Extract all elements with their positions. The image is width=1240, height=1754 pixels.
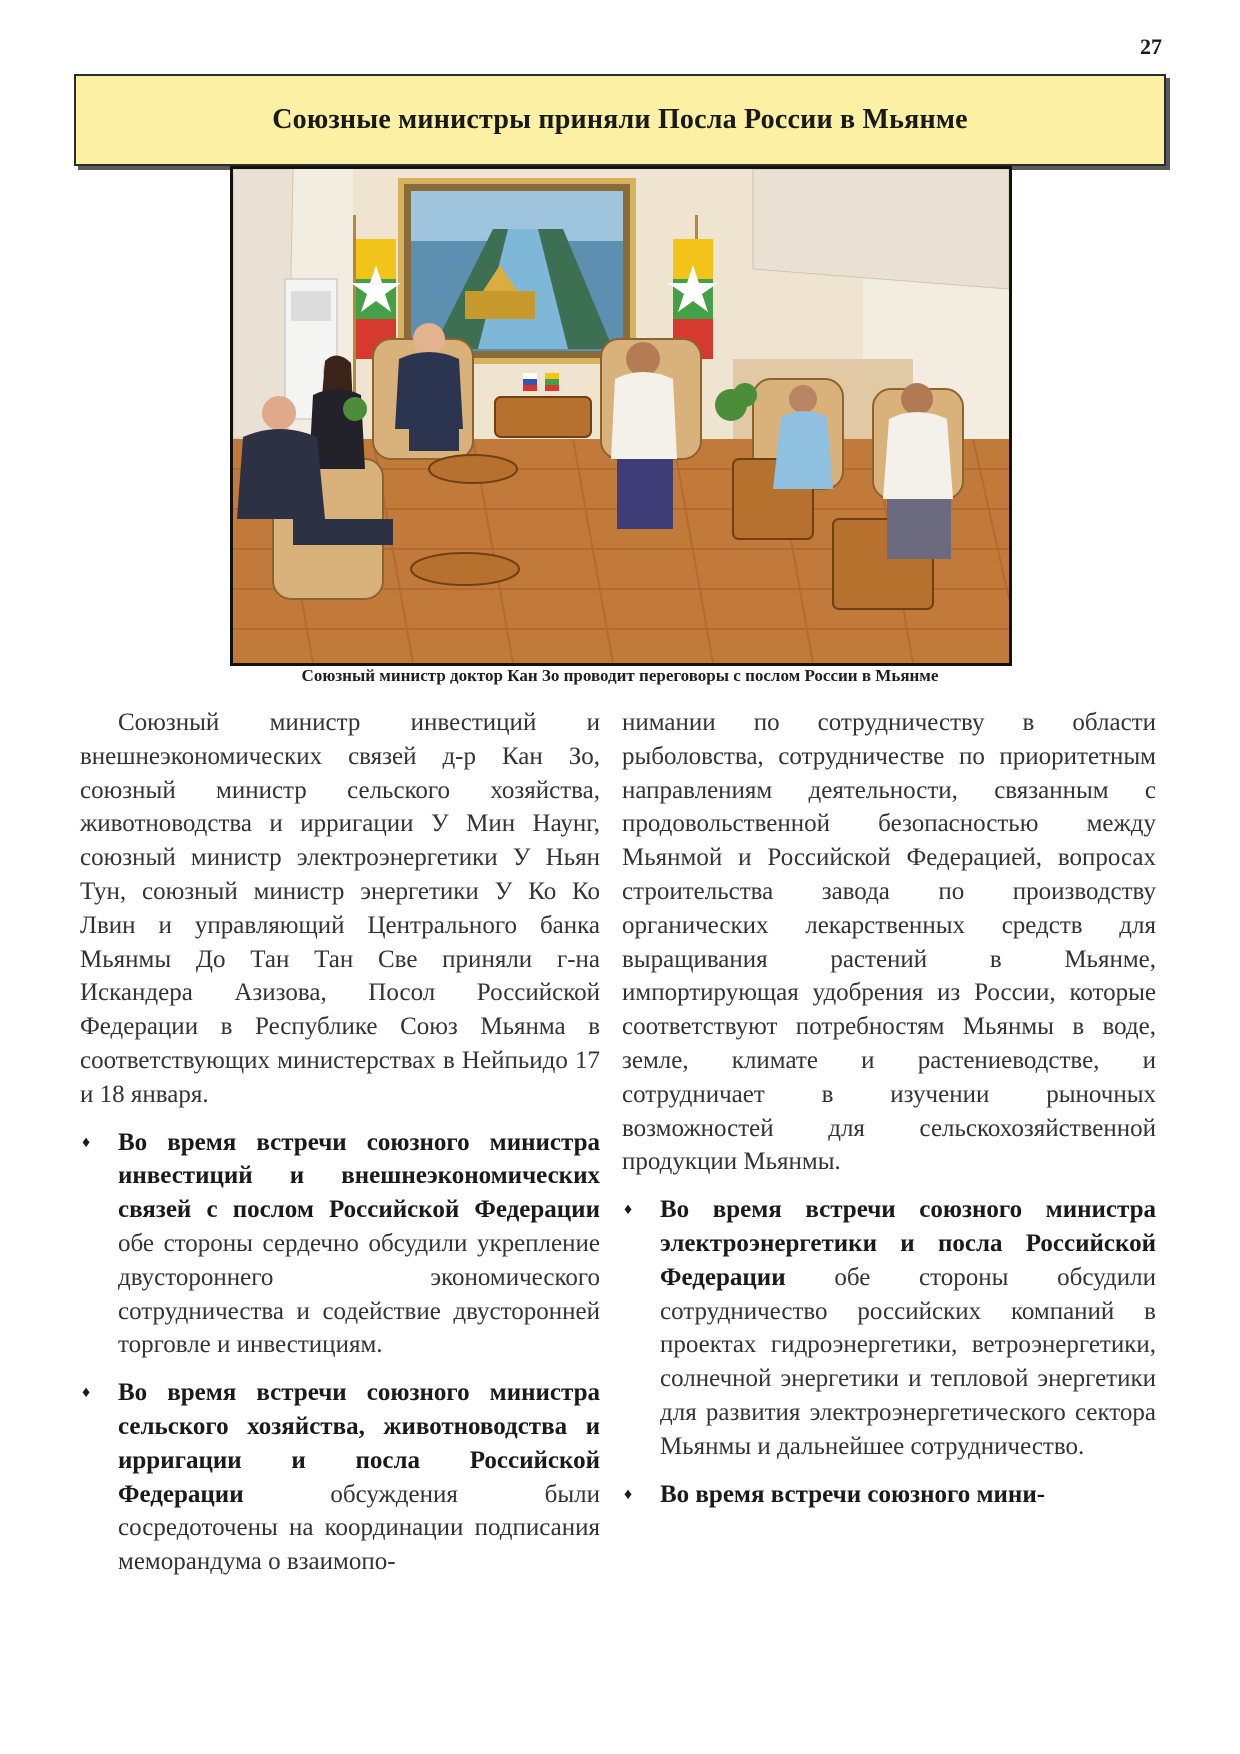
bullet-diamond-icon: ♦ [624, 1485, 633, 1503]
bullet-text: обе стороны сердечно обсудили укрепление двустороннего экономического сотрудничества и содействие двусторонней торговле и инвестициям. [118, 1229, 600, 1359]
bullet-diamond-icon: ♦ [82, 1384, 91, 1402]
meeting-photo-illustration [233, 169, 1009, 663]
photo-caption: Союзный министр доктор Кан Зо проводит переговоры с послом России в Мьянме [301, 666, 939, 685]
title-banner [74, 74, 1166, 166]
bullet-text: обсуждения были сосредоточены на координации подписания меморандума о взаимопо- [118, 1480, 600, 1576]
right-column [622, 706, 1156, 1511]
page-title: Союзные министры приняли Посла России в Мьянме [272, 104, 968, 135]
bullet-lead: Во время встречи союзного министра электроэнергетики и посла Российской Федерации [660, 1196, 1156, 1291]
bullet-item-agriculture [80, 1376, 600, 1579]
bullet-diamond-icon: ♦ [82, 1133, 91, 1151]
page-number: 27 [1140, 34, 1162, 59]
bullet-item-electricity [622, 1193, 1156, 1463]
bullet-lead: Во время встречи союзного министра сельского хозяйства, животноводства и ирригации и посла Российской Федерации [118, 1379, 600, 1508]
continuation-paragraph: нимании по сотрудничеству в области рыболовства, сотрудничестве по приоритетным направлениям деятельности, связанным с продовольственной безопасностью между Мьянмой и Российской Федерацией, вопросах строительства завода по производству органических лекарственных средств для выращивания растений в Мьянме, импортирующая удобрения из России, которые соответствуют потребностям Мьянмы в воде, земле, климате и растениеводстве, и сотрудничает в изучении рыночных возможностей для сельскохозяйственной продукции Мьянмы. [622, 709, 1156, 1176]
bullet-text: обе стороны обсудили сотрудничество российских компаний в проектах гидроэнергетики, ветроэнергетики, солнечной энергетики и тепловой энергетики для развития электроэнергетического сектора Мьянмы и дальнейшее сотрудничество. [660, 1263, 1156, 1460]
meeting-photo [230, 166, 1012, 666]
bullet-lead: Во время встречи союзного министра инвестиций и внешнеэкономических связей с послом Российской Федерации [118, 1128, 600, 1224]
bullet-diamond-icon: ♦ [624, 1201, 633, 1219]
bullet-lead: Во время встречи союзного мини- [660, 1480, 1046, 1508]
bullet-item-energy [622, 1478, 1156, 1512]
intro-paragraph: Союзный министр инвестиций и внешнеэкономических связей д-р Кан Зо, союзный министр сельского хозяйства, животноводства и ирригации У Мин Наунг, союзный министр электроэнергетики У Ньян Тун, союзный министр энергетики У Ко Ко Лвин и управляющий Центрального банка Мьянмы До Тан Тан Све приняли г-на Искандера Азизова, Посол Российской Федерации в Республике Союз Мьянма в соответствующих министерствах в Нейпьидо 17 и 18 января. [80, 709, 600, 1108]
bullet-item-investment [80, 1126, 600, 1363]
left-column [80, 706, 600, 1579]
